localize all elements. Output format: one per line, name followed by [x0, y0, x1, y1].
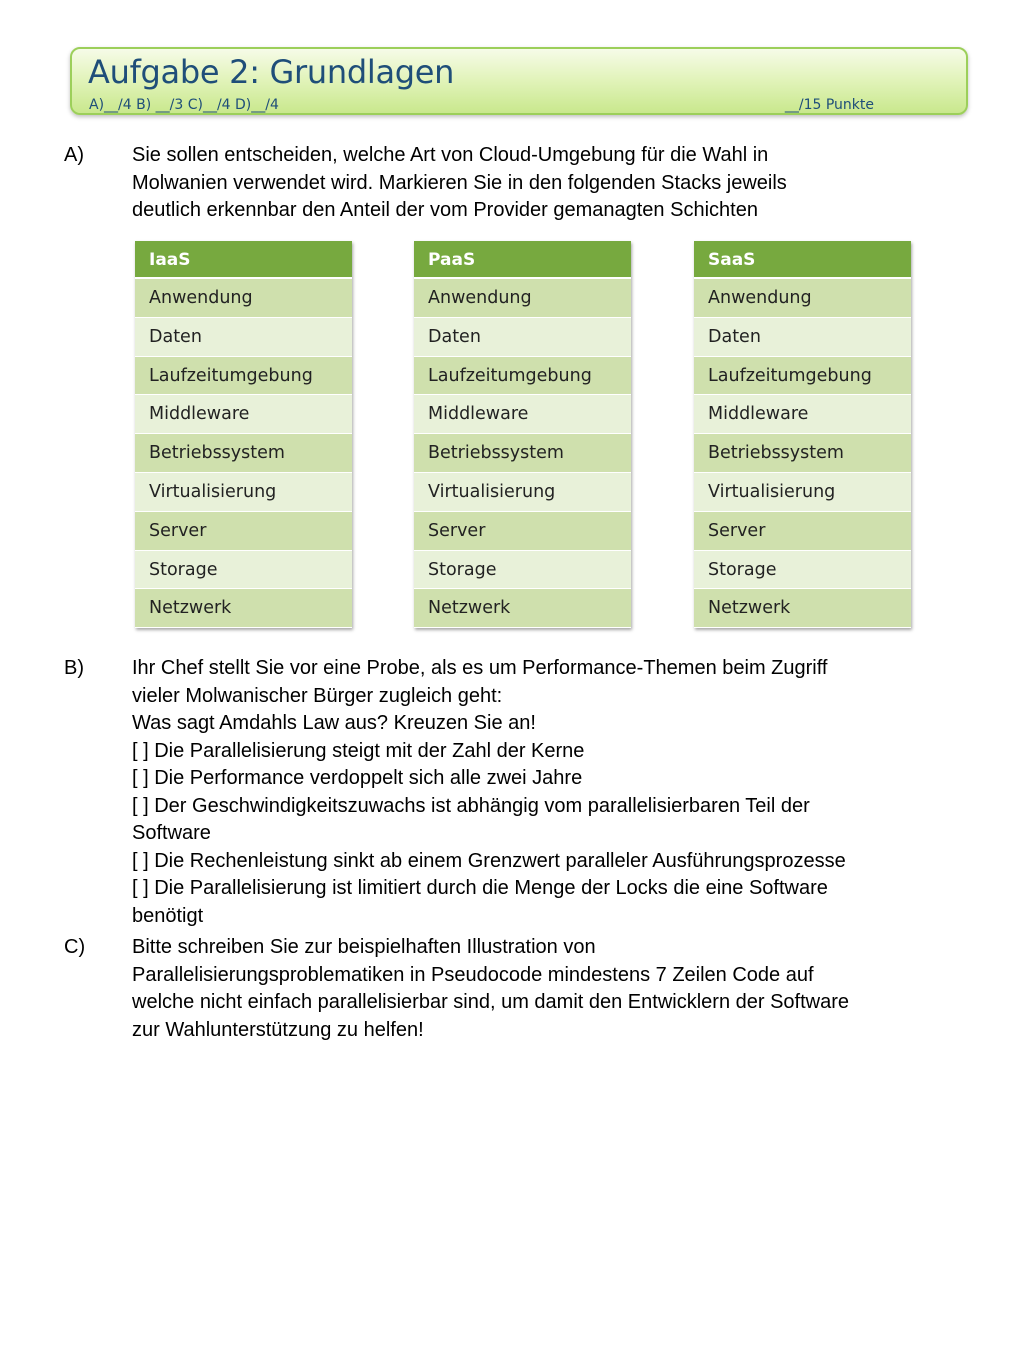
- section-c-text: [132, 934, 964, 1044]
- stack-layer[interactable]: Middleware: [135, 395, 352, 434]
- stack-layer[interactable]: Server: [414, 512, 631, 551]
- section-b: [64, 655, 964, 930]
- stack-layer[interactable]: Virtualisierung: [694, 473, 911, 512]
- answer-option[interactable]: [ ] Die Parallelisierung ist limitiert durch die Menge der Locks die eine Software: [132, 877, 828, 899]
- section-a: [64, 142, 964, 225]
- section-c-line: Bitte schreiben Sie zur beispielhaften Illustration von: [132, 936, 596, 958]
- stack-layer[interactable]: Daten: [135, 318, 352, 357]
- stack-layer[interactable]: Storage: [135, 551, 352, 590]
- stack-layer[interactable]: Anwendung: [694, 279, 911, 318]
- stack-layer[interactable]: Netzwerk: [694, 589, 911, 628]
- stack-layer[interactable]: Betriebssystem: [414, 434, 631, 473]
- stack-header: SaaS: [694, 241, 911, 279]
- total-points: __/15 Punkte: [784, 97, 874, 113]
- stack-layer[interactable]: Laufzeitumgebung: [414, 357, 631, 396]
- stack-layer[interactable]: Storage: [694, 551, 911, 590]
- stack-layer[interactable]: Server: [694, 512, 911, 551]
- stack-layer[interactable]: Netzwerk: [135, 589, 352, 628]
- stack-layer[interactable]: Anwendung: [135, 279, 352, 318]
- section-b-line: Was sagt Amdahls Law aus? Kreuzen Sie an!: [132, 712, 536, 734]
- stack-layer[interactable]: Anwendung: [414, 279, 631, 318]
- stack-layer[interactable]: Middleware: [414, 395, 631, 434]
- stack-layer[interactable]: Netzwerk: [414, 589, 631, 628]
- stack-saas: [694, 241, 911, 628]
- section-c: [64, 934, 964, 1044]
- section-b-text: [132, 655, 964, 930]
- stack-header: PaaS: [414, 241, 631, 279]
- stack-layer[interactable]: Server: [135, 512, 352, 551]
- section-a-line: Sie sollen entscheiden, welche Art von Cloud-Umgebung für die Wahl in: [132, 144, 769, 166]
- section-c-marker: C): [64, 936, 86, 958]
- answer-option[interactable]: [ ] Die Performance verdoppelt sich alle zwei Jahre: [132, 767, 583, 789]
- stack-layer[interactable]: Middleware: [694, 395, 911, 434]
- stack-layer[interactable]: Storage: [414, 551, 631, 590]
- section-c-line: zur Wahlunterstützung zu helfen!: [132, 1018, 424, 1041]
- stack-layer[interactable]: Betriebssystem: [135, 434, 352, 473]
- stack-layer[interactable]: Daten: [694, 318, 911, 357]
- section-b-line: benötigt: [132, 904, 204, 927]
- section-a-text: [132, 142, 964, 225]
- stack-layer[interactable]: Daten: [414, 318, 631, 357]
- section-c-line: Parallelisierungsproblematiken in Pseudocode mindestens 7 Zeilen Code auf: [132, 963, 814, 986]
- section-a-line: deutlich erkennbar den Anteil der vom Provider gemanagten Schichten: [132, 199, 758, 221]
- stack-layer[interactable]: Virtualisierung: [414, 473, 631, 512]
- section-b-line: Software: [132, 822, 211, 844]
- answer-option[interactable]: [ ] Der Geschwindigkeitszuwachs ist abhängig vom parallelisierbaren Teil der: [132, 794, 810, 817]
- stack-paas: [414, 241, 631, 628]
- stack-layer[interactable]: Laufzeitumgebung: [135, 357, 352, 396]
- answer-option[interactable]: [ ] Die Parallelisierung steigt mit der Zahl der Kerne: [132, 739, 585, 762]
- section-b-line: vieler Molwanischer Bürger zugleich geht:: [132, 684, 503, 707]
- stack-layer[interactable]: Virtualisierung: [135, 473, 352, 512]
- stack-layer[interactable]: Betriebssystem: [694, 434, 911, 473]
- task-header: [70, 47, 968, 115]
- section-b-line: Ihr Chef stellt Sie vor eine Probe, als es um Performance-Themen beim Zugriff: [132, 657, 828, 679]
- page-title: Aufgabe 2: Grundlagen: [88, 53, 455, 91]
- section-c-line: welche nicht einfach parallelisierbar sind, um damit den Entwicklern der Software: [132, 991, 850, 1013]
- section-a-line: Molwanien verwendet wird. Markieren Sie in den folgenden Stacks jeweils: [132, 171, 787, 194]
- stack-header: IaaS: [135, 241, 352, 279]
- score-line: A)__/4 B) __/3 C)__/4 D)__/4: [89, 97, 279, 113]
- section-b-marker: B): [64, 657, 84, 679]
- answer-option[interactable]: [ ] Die Rechenleistung sinkt ab einem Grenzwert paralleler Ausführungsprozesse: [132, 849, 846, 872]
- section-a-marker: A): [64, 144, 84, 166]
- stack-layer[interactable]: Laufzeitumgebung: [694, 357, 911, 396]
- stack-iaas: [135, 241, 352, 628]
